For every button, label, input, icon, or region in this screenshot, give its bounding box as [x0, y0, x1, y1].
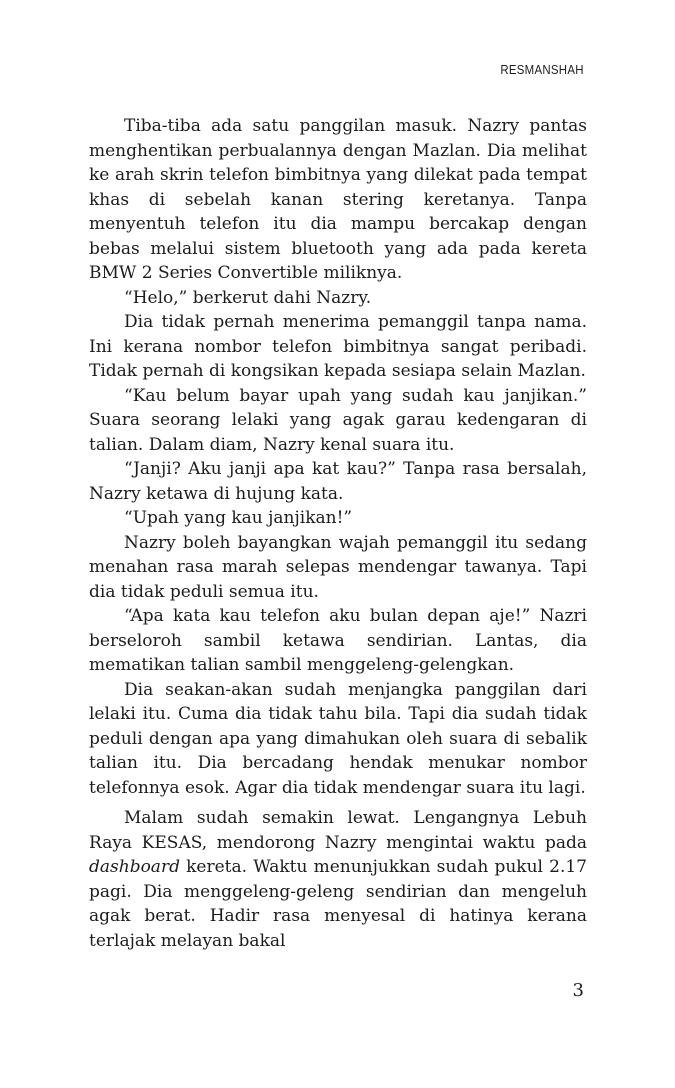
paragraph-4: “Kau belum bayar upah yang sudah kau janjikan.” Suara seorang lelaki yang agak garau kedengaran di talian. Dalam diam, Nazry kenal suara itu.	[89, 385, 587, 455]
running-header: RESMANSHAH	[500, 62, 584, 77]
paragraph-9: Dia seakan-akan sudah menjangka panggilan dari lelaki itu. Cuma dia tidak tahu bila. Tapi dia sudah tidak peduli dengan apa yang dimahukan oleh suara di sebalik talian itu. Dia bercadang hendak menukar nombor telefonnya esok. Agar dia tidak mendengar suara itu lagi.	[89, 679, 587, 798]
paragraph-5: “Janji? Aku janji apa kat kau?” Tanpa rasa bersalah, Nazry ketawa di hujung kata.	[89, 459, 587, 504]
paragraph-3: Dia tidak pernah menerima pemanggil tanpa nama. Ini kerana nombor telefon bimbitnya sangat peribadi. Tidak pernah di kongsikan kepada sesiapa selain Mazlan.	[89, 312, 587, 381]
paragraph-10-start: Malam sudah semakin lewat. Lengangnya Lebuh Raya KESAS, mendorong Nazry mengintai waktu pada	[89, 808, 587, 853]
paragraph-10-end: kereta. Waktu menunjukkan sudah pukul 2.17 pagi. Dia menggeleng-geleng sendirian dan mengeluh agak berat. Hadir rasa menyesal di hatinya kerana terlajak melayan bakal	[89, 857, 587, 951]
paragraph-10	[89, 806, 587, 953]
paragraph-10-italic: dashboard	[89, 857, 180, 877]
body-text	[89, 114, 587, 953]
paragraph-6: “Upah yang kau janjikan!”	[124, 508, 353, 528]
page-number: 3	[572, 980, 584, 1001]
paragraph-2: “Helo,” berkerut dahi Nazry.	[124, 287, 372, 308]
paragraph-8: “Apa kata kau telefon aku bulan depan aje!” Nazri berseloroh sambil ketawa sendirian. Lantas, dia mematikan talian sambil menggeleng-gelengkan.	[89, 606, 587, 675]
paragraph-7: Nazry boleh bayangkan wajah pemanggil itu sedang menahan rasa marah selepas mendengar tawanya. Tapi dia tidak peduli semua itu.	[89, 532, 587, 602]
paragraph-1: Tiba-tiba ada satu panggilan masuk. Nazry pantas menghentikan perbualannya dengan Mazlan. Dia melihat ke arah skrin telefon bimbitnya yang dilekat pada tempat khas di sebelah kanan stering keretanya. Tanpa menyentuh telefon itu dia mampu bercakap dengan bebas melalui sistem bluetooth yang ada pada kereta BMW 2 Series Convertible miliknya.	[89, 116, 587, 283]
